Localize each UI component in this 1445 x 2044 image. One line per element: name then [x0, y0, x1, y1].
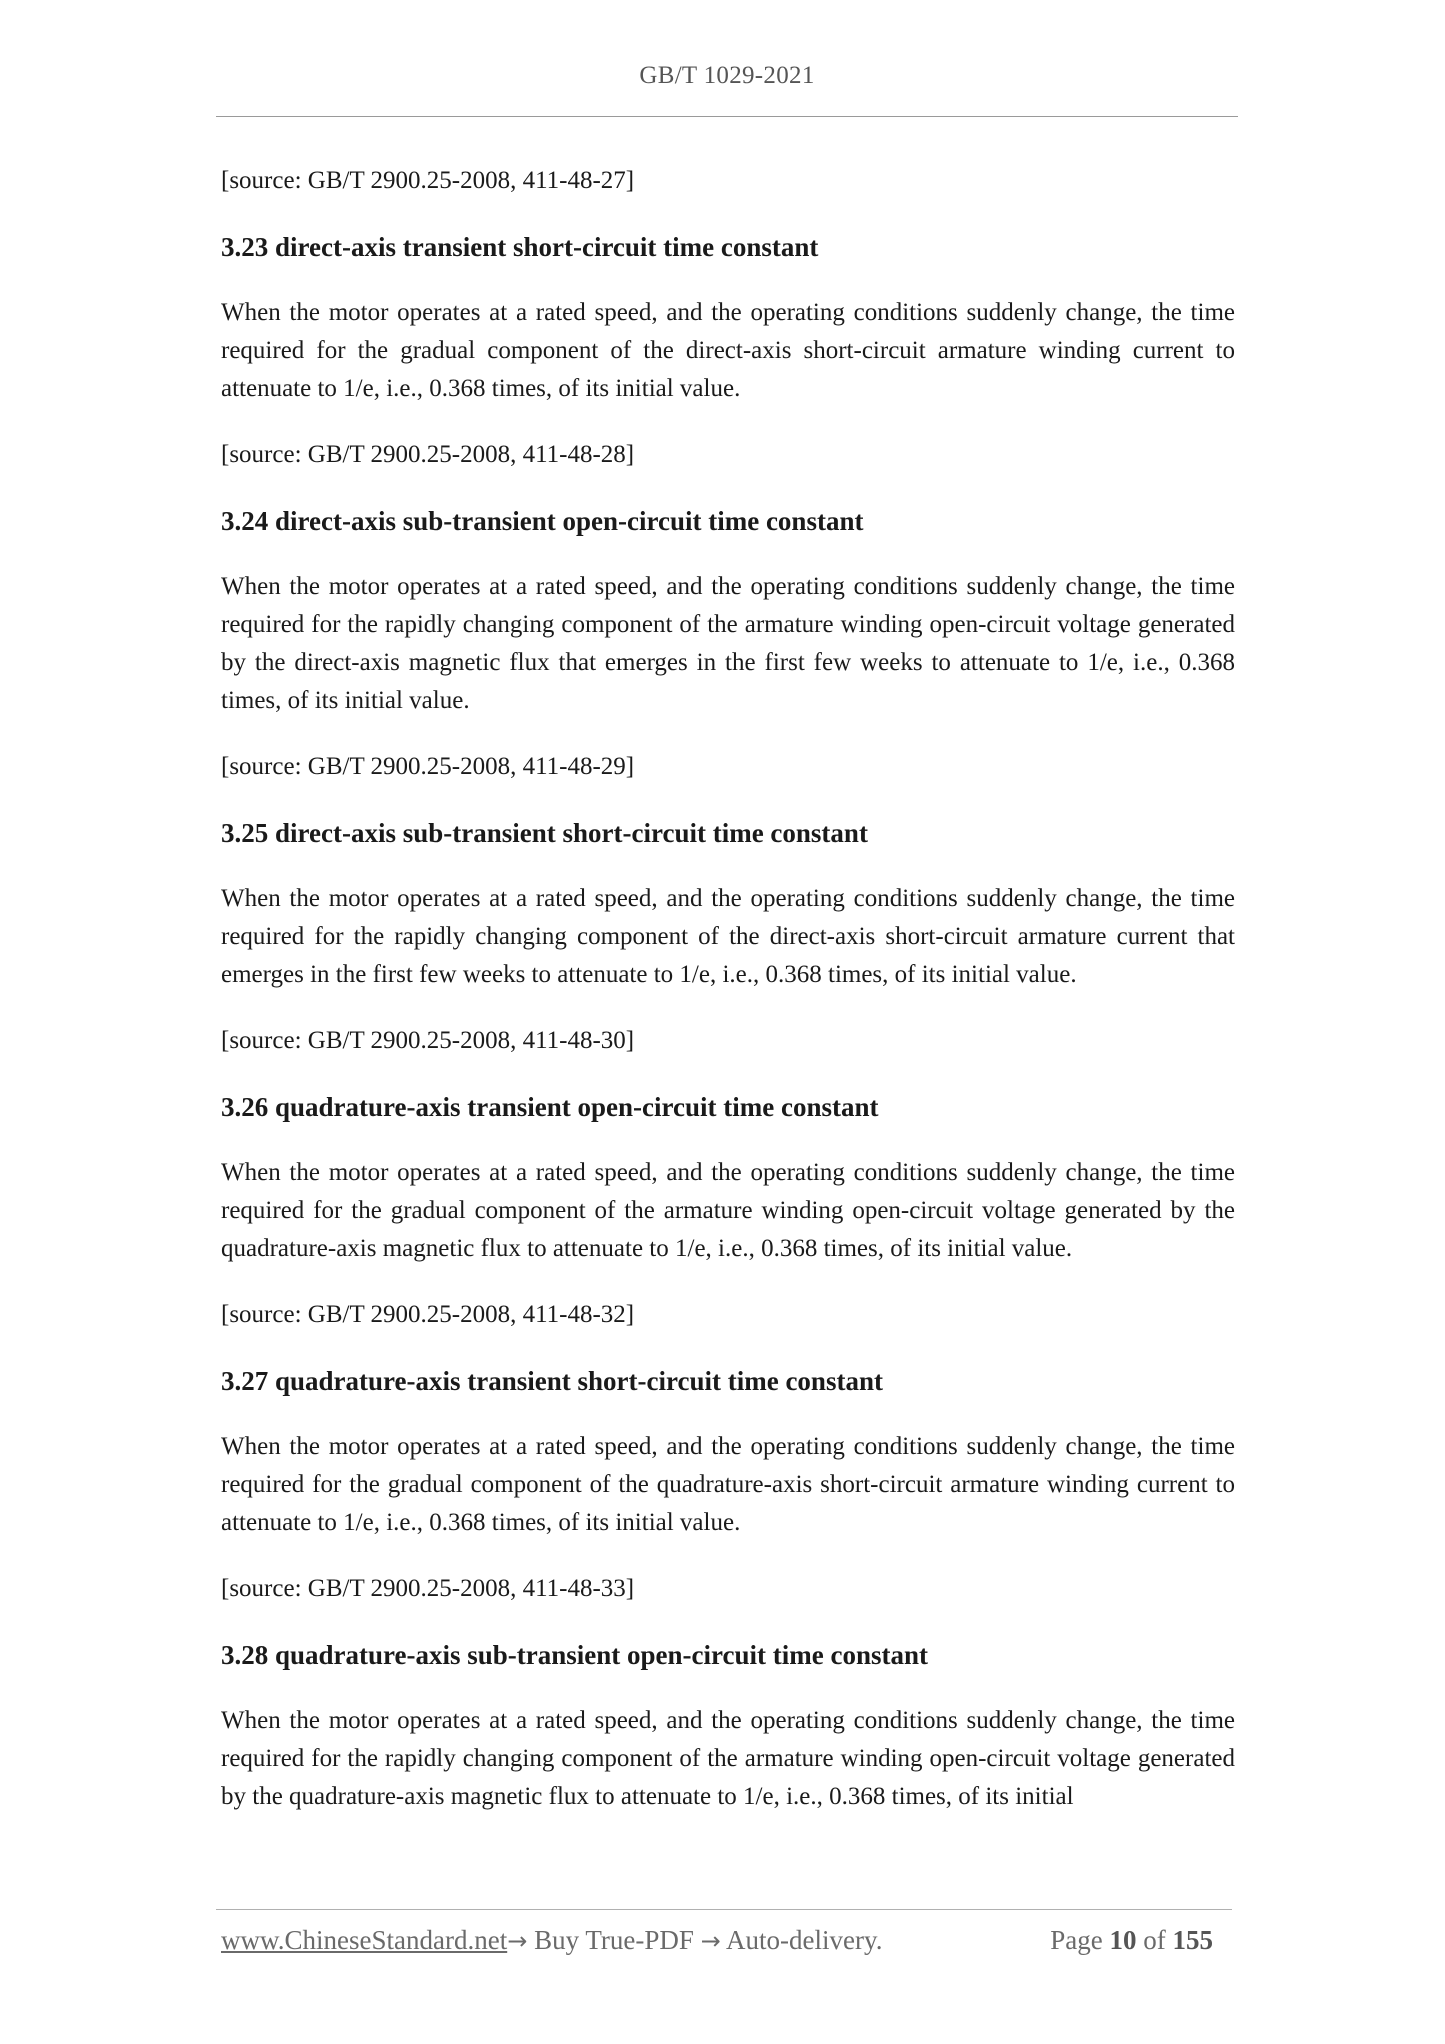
section-heading: 3.23 direct-axis transient short-circuit time constant: [221, 232, 819, 262]
source-reference: [source: GB/T 2900.25-2008, 411-48-33]: [221, 1575, 635, 1602]
page-footer: [221, 1925, 1233, 1956]
document-body: [221, 162, 1235, 1816]
page-indicator: [1050, 1925, 1213, 1956]
site-link[interactable]: www.ChineseStandard.net: [221, 1925, 508, 1955]
header-divider: [216, 116, 1238, 117]
delivery-text: Auto-delivery.: [720, 1925, 883, 1955]
source-reference: [source: GB/T 2900.25-2008, 411-48-27]: [221, 167, 635, 194]
section-heading: 3.28 quadrature-axis sub-transient open-circuit time constant: [221, 1640, 928, 1670]
arrow-right-icon: →: [700, 1927, 721, 1955]
section-3-25: [221, 814, 1235, 1060]
section-heading: 3.24 direct-axis sub-transient open-circuit time constant: [221, 506, 864, 536]
source-reference: [source: GB/T 2900.25-2008, 411-48-29]: [221, 753, 635, 780]
section-heading: 3.25 direct-axis sub-transient short-circuit time constant: [221, 818, 868, 848]
buy-text: Buy True-PDF: [527, 1925, 701, 1955]
section-paragraph: When the motor operates at a rated speed, and the operating conditions suddenly change, the time required for the rapidly changing component of the armature winding open-circuit voltage generated by the direct-axis magnetic flux that emerges in the first few weeks to attenuate to 1/e, i.e., 0.368 times, of its initial value.: [221, 573, 1235, 714]
section-heading: 3.26 quadrature-axis transient open-circuit time constant: [221, 1092, 879, 1122]
section-3-28: [221, 1636, 1235, 1816]
section-3-23: [221, 228, 1235, 474]
section-heading: 3.27 quadrature-axis transient short-circuit time constant: [221, 1366, 883, 1396]
total-pages: 155: [1172, 1925, 1213, 1955]
section-paragraph: When the motor operates at a rated speed, and the operating conditions suddenly change, the time required for the rapidly changing component of the armature winding open-circuit voltage generated by the quadrature-axis magnetic flux to attenuate to 1/e, i.e., 0.368 times, of its initial: [221, 1707, 1235, 1810]
page-number: 10: [1109, 1925, 1137, 1955]
page-label: Page: [1050, 1925, 1103, 1955]
section-paragraph: When the motor operates at a rated speed, and the operating conditions suddenly change, the time required for the gradual component of the armature winding open-circuit voltage generated by the quadrature-axis magnetic flux to attenuate to 1/e, i.e., 0.368 times, of its initial value.: [221, 1159, 1235, 1262]
section-paragraph: When the motor operates at a rated speed, and the operating conditions suddenly change, the time required for the gradual component of the direct-axis short-circuit armature winding current to attenuate to 1/e, i.e., 0.368 times, of its initial value.: [221, 299, 1235, 402]
source-reference: [source: GB/T 2900.25-2008, 411-48-28]: [221, 441, 635, 468]
of-label: of: [1143, 1925, 1166, 1955]
section-paragraph: When the motor operates at a rated speed, and the operating conditions suddenly change, the time required for the gradual component of the quadrature-axis short-circuit armature winding current to attenuate to 1/e, i.e., 0.368 times, of its initial value.: [221, 1433, 1235, 1536]
footer-left: [221, 1925, 882, 1956]
source-reference: [source: GB/T 2900.25-2008, 411-48-30]: [221, 1027, 635, 1054]
footer-divider: [216, 1909, 1232, 1910]
section-3-24: [221, 502, 1235, 786]
section-3-27: [221, 1362, 1235, 1608]
section-paragraph: When the motor operates at a rated speed, and the operating conditions suddenly change, the time required for the rapidly changing component of the direct-axis short-circuit armature current that emerges in the first few weeks to attenuate to 1/e, i.e., 0.368 times, of its initial value.: [221, 885, 1235, 988]
section-3-26: [221, 1088, 1235, 1334]
arrow-right-icon: →: [507, 1927, 528, 1955]
source-reference: [source: GB/T 2900.25-2008, 411-48-32]: [221, 1301, 635, 1328]
page-header: GB/T 1029-2021: [639, 62, 815, 89]
